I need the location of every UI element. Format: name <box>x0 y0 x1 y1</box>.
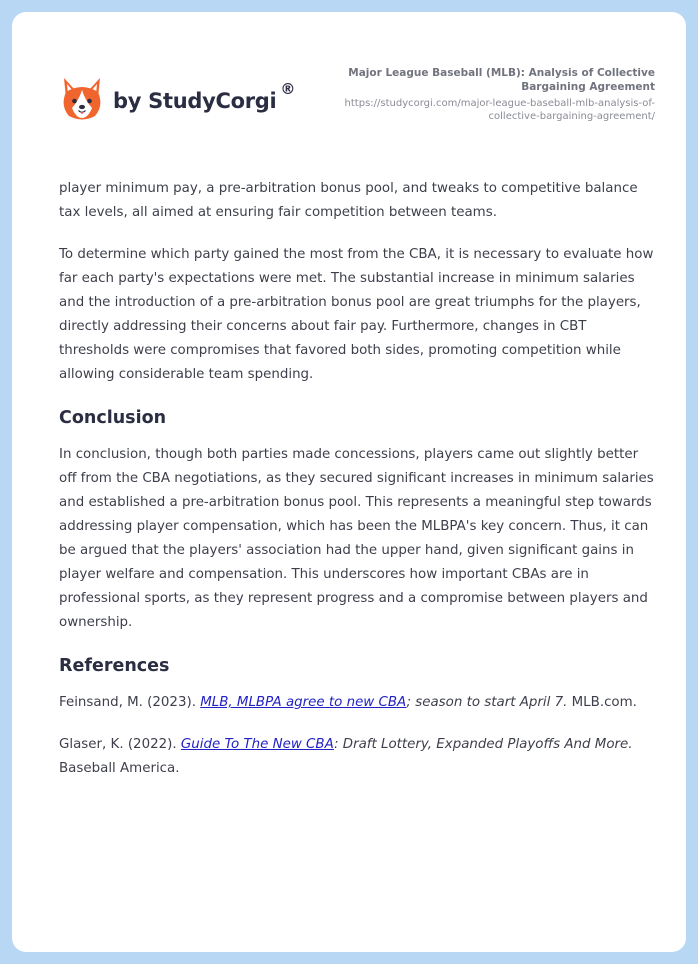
conclusion-paragraph: In conclusion, though both parties made concessions, players came out slightly better off from the CBA negotiations, as they secured significant increases in minimum salaries and established a pre-arbitration bonus pool. This represents a meaningful step towards addressing player compensation, which has been the MLBPA's key concern. Thus, it can be argued that the players' association had the upper hand, given significant gains in player welfare and compensation. This underscores how important CBAs are in professional sports, as they represent progress and a compromise between players and ownership. <box>59 447 654 630</box>
studycorgi-logo[interactable] <box>60 76 295 122</box>
reference-entry <box>59 691 659 715</box>
reference-entry <box>59 733 659 781</box>
document-header <box>12 12 686 152</box>
document-page <box>12 12 686 952</box>
conclusion-heading: Conclusion <box>59 408 167 428</box>
registered-mark: ® <box>280 80 296 98</box>
body-paragraph: To determine which party gained the most from the CBA, it is necessary to evaluate how far each party's expectations were met. The substantial increase in minimum salaries and the introduction of a pre-arbitration bonus pool are great triumphs for the players, directly addressing their concerns about fair pay. Furthermore, changes in CBT thresholds were compromises that favored both sides, promoting competition while allowing considerable team spending. <box>59 247 654 382</box>
reference-source: Baseball America. <box>59 761 180 776</box>
reference-link[interactable]: Guide To The New CBA <box>180 737 334 752</box>
document-url[interactable]: https://studycorgi.com/major-league-baseball-mlb-analysis-of-collective-bargaining-agreement/ <box>344 98 655 122</box>
document-body <box>59 177 659 799</box>
corgi-icon <box>60 76 104 122</box>
document-title: Major League Baseball (MLB): Analysis of Collective Bargaining Agreement <box>348 67 655 93</box>
reference-link[interactable]: MLB, MLBPA agree to new CBA <box>200 695 407 710</box>
reference-source: MLB.com. <box>567 695 637 710</box>
body-paragraph: player minimum pay, a pre-arbitration bonus pool, and tweaks to competitive balance tax levels, all aimed at ensuring fair competition between teams. <box>59 181 638 220</box>
reference-title-rest: ; season to start April 7. <box>406 695 568 710</box>
reference-author: Glaser, K. (2022). <box>59 737 181 752</box>
reference-title-rest: : Draft Lottery, Expanded Playoffs And More. <box>334 737 633 752</box>
document-meta <box>315 66 655 123</box>
references-heading: References <box>59 656 170 676</box>
reference-author: Feinsand, M. (2023). <box>59 695 201 710</box>
logo-wordmark: by StudyCorgi <box>113 89 277 113</box>
